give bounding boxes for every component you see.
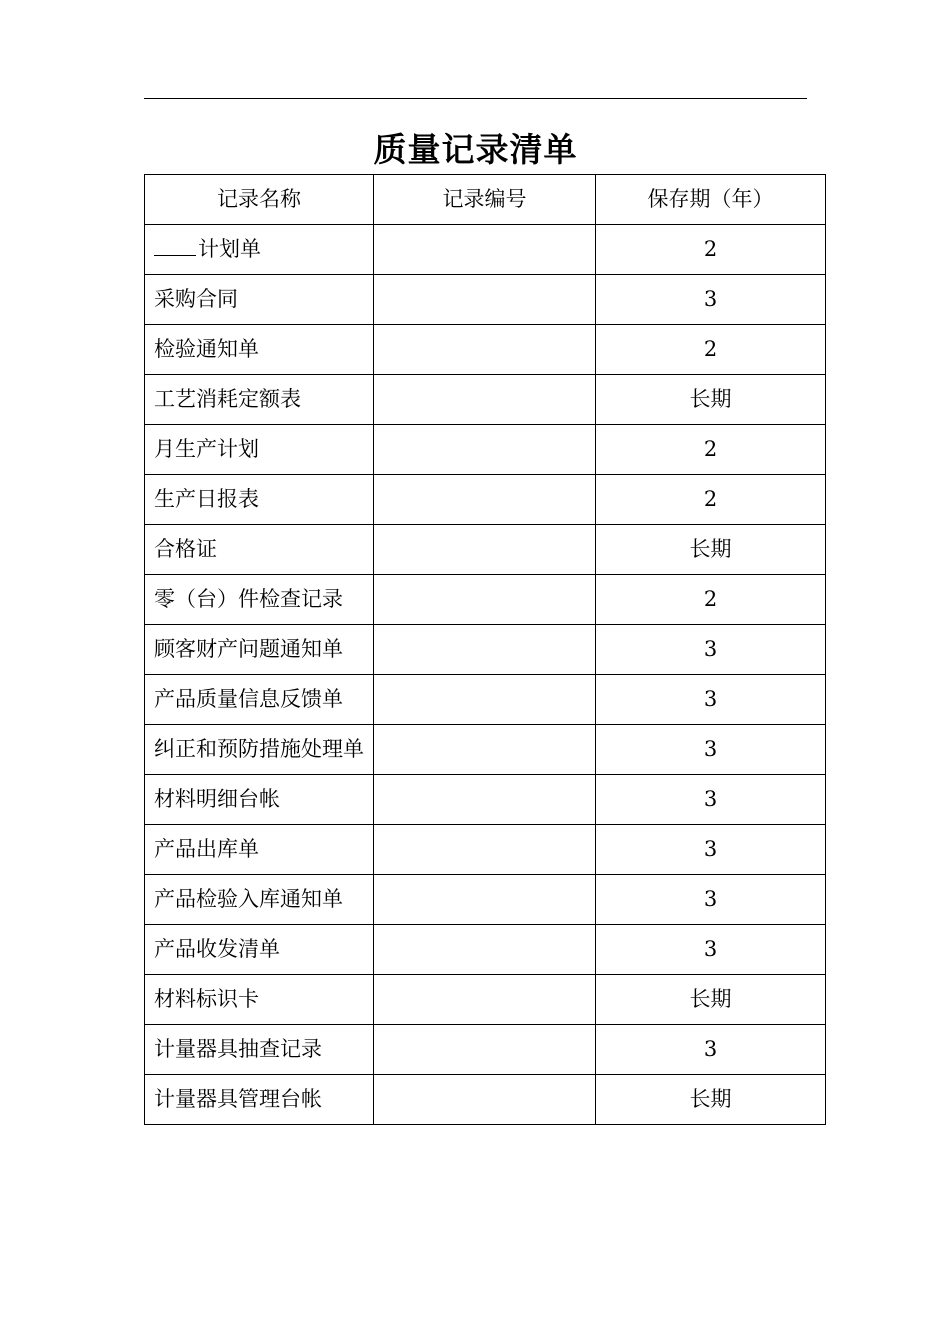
record-name-cell	[145, 525, 374, 575]
retention-period-cell: 长期	[596, 1075, 826, 1125]
retention-period-cell: 2	[596, 225, 826, 275]
record-name-cell	[145, 975, 374, 1025]
record-name-cell	[145, 625, 374, 675]
record-name-cell	[145, 475, 374, 525]
table-row	[145, 775, 826, 825]
record-code-cell	[374, 625, 596, 675]
column-header-code: 记录编号	[374, 175, 596, 225]
table-row	[145, 1075, 826, 1125]
record-name-cell	[145, 225, 374, 275]
record-name: 生产日报表	[154, 487, 259, 511]
record-name-cell	[145, 325, 374, 375]
table-row	[145, 825, 826, 875]
record-name: 工艺消耗定额表	[154, 387, 301, 411]
table-body	[145, 225, 826, 1125]
record-name-cell	[145, 825, 374, 875]
record-name-cell	[145, 1025, 374, 1075]
header-row	[145, 175, 826, 225]
record-name: 计量器具管理台帐	[154, 1087, 322, 1111]
retention-period-cell: 2	[596, 475, 826, 525]
record-code-cell	[374, 475, 596, 525]
retention-period-cell: 3	[596, 675, 826, 725]
record-code-cell	[374, 775, 596, 825]
record-name: 计划单	[198, 237, 261, 261]
table-row	[145, 975, 826, 1025]
retention-period-cell: 3	[596, 875, 826, 925]
table-row	[145, 475, 826, 525]
record-name: 顾客财产问题通知单	[154, 637, 343, 661]
record-code-cell	[374, 1075, 596, 1125]
record-name: 材料明细台帐	[154, 787, 280, 811]
table-row	[145, 375, 826, 425]
record-name: 计量器具抽查记录	[154, 1037, 322, 1061]
table-row	[145, 925, 826, 975]
record-name-cell	[145, 575, 374, 625]
record-code-cell	[374, 875, 596, 925]
record-name-cell	[145, 275, 374, 325]
table-row	[145, 575, 826, 625]
retention-period-cell: 3	[596, 275, 826, 325]
record-code-cell	[374, 725, 596, 775]
header-rule	[144, 98, 807, 99]
retention-period-cell: 3	[596, 625, 826, 675]
retention-period-cell: 3	[596, 725, 826, 775]
table-row	[145, 425, 826, 475]
record-code-cell	[374, 425, 596, 475]
record-name-cell	[145, 675, 374, 725]
table-row	[145, 875, 826, 925]
record-name-cell	[145, 725, 374, 775]
table-row	[145, 675, 826, 725]
record-name: 零（台）件检查记录	[154, 587, 343, 611]
record-code-cell	[374, 825, 596, 875]
record-code-cell	[374, 1025, 596, 1075]
document-title: 质量记录清单	[373, 130, 578, 169]
retention-period-cell: 长期	[596, 525, 826, 575]
record-name-cell	[145, 425, 374, 475]
record-name: 产品质量信息反馈单	[154, 687, 343, 711]
record-code-cell	[374, 275, 596, 325]
record-code-cell	[374, 975, 596, 1025]
record-name: 产品检验入库通知单	[154, 887, 343, 911]
retention-period-cell: 3	[596, 775, 826, 825]
record-code-cell	[374, 225, 596, 275]
retention-period-cell: 2	[596, 575, 826, 625]
record-code-cell	[374, 925, 596, 975]
record-code-cell	[374, 375, 596, 425]
record-name-cell	[145, 775, 374, 825]
record-name: 检验通知单	[154, 337, 259, 361]
retention-period-cell: 3	[596, 1025, 826, 1075]
table-row	[145, 625, 826, 675]
record-name-cell	[145, 375, 374, 425]
column-header-period: 保存期（年）	[596, 175, 826, 225]
record-name: 产品收发清单	[154, 937, 280, 961]
record-name: 合格证	[154, 537, 217, 561]
records-table	[144, 174, 826, 1125]
retention-period-cell: 长期	[596, 975, 826, 1025]
table-row	[145, 525, 826, 575]
record-name: 材料标识卡	[154, 987, 259, 1011]
record-name-cell	[145, 1075, 374, 1125]
record-name: 产品出库单	[154, 837, 259, 861]
record-code-cell	[374, 525, 596, 575]
column-header-name: 记录名称	[145, 175, 374, 225]
fill-in-blank	[154, 235, 196, 256]
record-name: 采购合同	[154, 287, 238, 311]
retention-period-cell: 2	[596, 425, 826, 475]
record-code-cell	[374, 575, 596, 625]
record-code-cell	[374, 675, 596, 725]
record-name-cell	[145, 875, 374, 925]
retention-period-cell: 3	[596, 825, 826, 875]
table-row	[145, 725, 826, 775]
record-name: 月生产计划	[154, 437, 259, 461]
retention-period-cell: 长期	[596, 375, 826, 425]
record-code-cell	[374, 325, 596, 375]
table-row	[145, 1025, 826, 1075]
retention-period-cell: 3	[596, 925, 826, 975]
record-name-cell	[145, 925, 374, 975]
table-row	[145, 275, 826, 325]
retention-period-cell: 2	[596, 325, 826, 375]
table-row	[145, 225, 826, 275]
record-name: 纠正和预防措施处理单	[154, 737, 364, 761]
table-row	[145, 325, 826, 375]
